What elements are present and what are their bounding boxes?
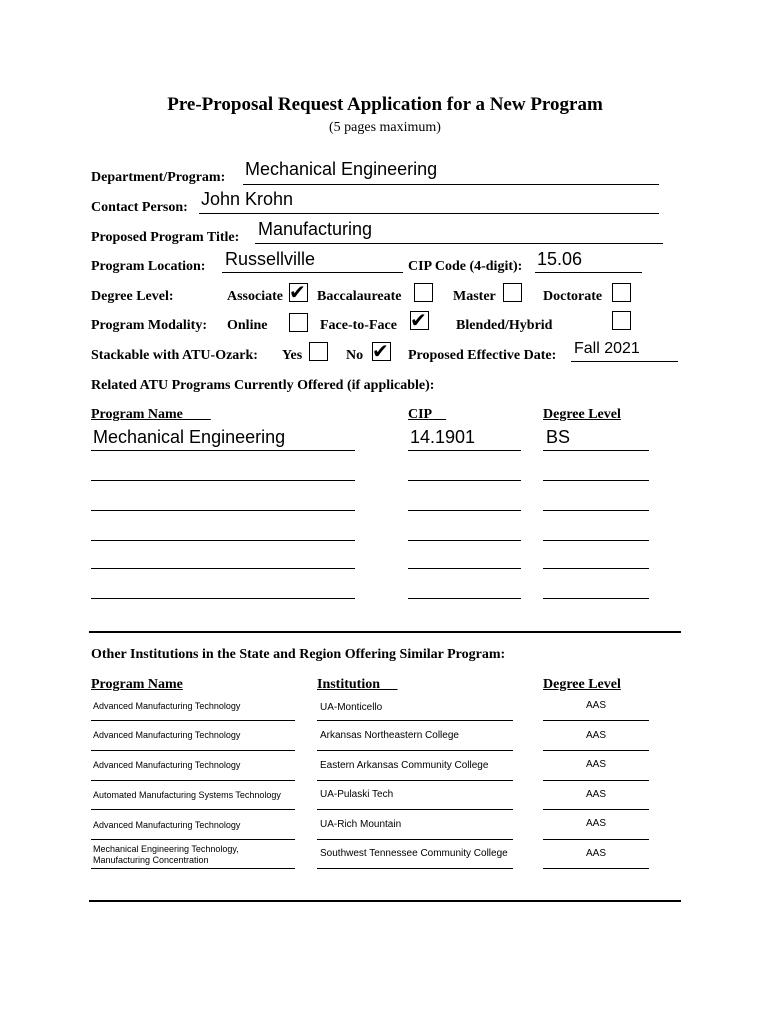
- other-program-line: [91, 750, 295, 751]
- face-to-face-label: Face-to-Face: [320, 318, 397, 333]
- other-institution-line: [317, 750, 513, 751]
- other-row-institution[interactable]: Eastern Arkansas Community College: [320, 760, 489, 771]
- related-program-line: [91, 450, 355, 451]
- related-cip-line: [408, 450, 521, 451]
- page-subtitle: (5 pages maximum): [329, 120, 441, 135]
- department-input[interactable]: Mechanical Engineering: [245, 159, 438, 179]
- contact-input[interactable]: John Krohn: [201, 189, 294, 209]
- other-program-line: [91, 809, 295, 810]
- modality-label: Program Modality:: [91, 318, 207, 333]
- contact-label: Contact Person:: [91, 200, 188, 215]
- related-row1-program[interactable]: Mechanical Engineering: [93, 427, 286, 447]
- location-input[interactable]: Russellville: [225, 249, 316, 269]
- related-program-line[interactable]: [91, 568, 355, 569]
- other-row-degree[interactable]: AAS: [585, 730, 606, 741]
- other-row-program[interactable]: Advanced Manufacturing Technology: [93, 730, 241, 740]
- related-cip-line[interactable]: [408, 568, 521, 569]
- other-header-institution-text: Institution: [317, 677, 381, 692]
- program-title-line: [255, 243, 663, 244]
- program-title-label: Proposed Program Title:: [91, 230, 240, 245]
- other-institution-line: [317, 720, 513, 721]
- related-header-degree: [543, 407, 621, 423]
- online-checkbox[interactable]: [289, 313, 308, 332]
- other-row-program[interactable]: Advanced Manufacturing Technology: [93, 701, 241, 711]
- blended-label: Blended/Hybrid: [456, 318, 553, 333]
- department-label: Department/Program:: [91, 170, 226, 185]
- other-row-program[interactable]: Automated Manufacturing Systems Technology: [93, 790, 281, 800]
- other-row-program-line2[interactable]: Manufacturing Concentration: [93, 855, 209, 865]
- related-header-degree-text: Degree Level: [543, 407, 621, 422]
- other-row-degree[interactable]: AAS: [585, 700, 606, 711]
- effective-date-label: Proposed Effective Date:: [408, 348, 557, 363]
- related-header-program-text: Program Name: [91, 407, 183, 422]
- other-row-institution[interactable]: UA-Rich Mountain: [320, 819, 402, 830]
- related-program-line[interactable]: [91, 540, 355, 541]
- other-header-institution: [317, 677, 398, 693]
- doctorate-label: Doctorate: [543, 289, 603, 304]
- other-row-institution[interactable]: UA-Monticello: [320, 702, 383, 713]
- other-degree-line: [543, 750, 649, 751]
- other-row-degree[interactable]: AAS: [585, 848, 606, 859]
- stackable-yes-checkbox[interactable]: [309, 342, 328, 361]
- associate-checkmark-icon: ✔: [289, 280, 306, 304]
- bottom-divider: [89, 900, 681, 902]
- related-degree-line[interactable]: [543, 510, 649, 511]
- related-heading: Related ATU Programs Currently Offered (if applicable):: [91, 378, 435, 393]
- other-row-institution[interactable]: Arkansas Northeastern College: [320, 730, 459, 741]
- department-line: [243, 184, 659, 185]
- other-row-institution[interactable]: Southwest Tennessee Community College: [320, 848, 508, 859]
- related-degree-line: [543, 450, 649, 451]
- other-row-degree[interactable]: AAS: [585, 759, 606, 770]
- other-heading: Other Institutions in the State and Region Offering Similar Program:: [91, 647, 506, 662]
- other-header-degree-text: Degree Level: [543, 677, 621, 692]
- other-row-institution[interactable]: UA-Pulaski Tech: [320, 789, 394, 800]
- other-program-line: [91, 868, 295, 869]
- other-institution-line: [317, 839, 513, 840]
- cip-input[interactable]: 15.06: [537, 249, 583, 269]
- other-header-program: [91, 677, 183, 693]
- other-row-program-line1[interactable]: Mechanical Engineering Technology,: [93, 844, 239, 854]
- other-row-degree[interactable]: AAS: [585, 818, 606, 829]
- program-title-input[interactable]: Manufacturing: [258, 219, 373, 239]
- related-degree-line[interactable]: [543, 480, 649, 481]
- related-row1-degree[interactable]: BS: [546, 427, 571, 447]
- location-line: [222, 272, 403, 273]
- other-header-degree: [543, 677, 621, 693]
- associate-label: Associate: [227, 289, 283, 304]
- other-degree-line: [543, 720, 649, 721]
- other-degree-line: [543, 839, 649, 840]
- other-degree-line: [543, 809, 649, 810]
- section-divider: [89, 631, 681, 633]
- related-header-program: [91, 407, 211, 423]
- related-cip-line[interactable]: [408, 540, 521, 541]
- other-program-line: [91, 839, 295, 840]
- other-degree-line: [543, 868, 649, 869]
- doctorate-checkbox[interactable]: [612, 283, 631, 302]
- related-header-cip: [408, 407, 446, 423]
- stackable-label: Stackable with ATU-Ozark:: [91, 348, 258, 363]
- blended-checkbox[interactable]: [612, 311, 631, 330]
- master-label: Master: [453, 289, 496, 304]
- other-row-program[interactable]: Advanced Manufacturing Technology: [93, 760, 241, 770]
- contact-line: [199, 213, 659, 214]
- other-row-program[interactable]: Advanced Manufacturing Technology: [93, 820, 241, 830]
- related-program-line[interactable]: [91, 598, 355, 599]
- degree-level-label: Degree Level:: [91, 289, 174, 304]
- related-degree-line[interactable]: [543, 568, 649, 569]
- related-degree-line[interactable]: [543, 598, 649, 599]
- other-header-program-text: Program Name: [91, 677, 183, 692]
- stackable-no-checkmark-icon: ✔: [372, 339, 389, 363]
- related-cip-line[interactable]: [408, 480, 521, 481]
- other-institution-line: [317, 809, 513, 810]
- online-label: Online: [227, 318, 268, 333]
- stackable-no-label: No: [346, 348, 364, 363]
- other-program-line: [91, 720, 295, 721]
- cip-line: [535, 272, 642, 273]
- related-header-cip-text: CIP: [408, 407, 433, 422]
- other-program-line: [91, 780, 295, 781]
- other-institution-line: [317, 868, 513, 869]
- related-program-line[interactable]: [91, 480, 355, 481]
- related-cip-line[interactable]: [408, 510, 521, 511]
- effective-date-input[interactable]: Fall 2021: [574, 340, 640, 357]
- other-row-degree[interactable]: AAS: [585, 789, 606, 800]
- baccalaureate-label: Baccalaureate: [317, 289, 402, 304]
- face-to-face-checkmark-icon: ✔: [410, 308, 427, 332]
- location-label: Program Location:: [91, 259, 206, 274]
- related-row1-cip[interactable]: 14.1901: [410, 427, 476, 447]
- other-degree-line: [543, 780, 649, 781]
- stackable-yes-label: Yes: [282, 348, 303, 363]
- related-program-line[interactable]: [91, 510, 355, 511]
- other-institution-line: [317, 780, 513, 781]
- baccalaureate-checkbox[interactable]: [414, 283, 433, 302]
- master-checkbox[interactable]: [503, 283, 522, 302]
- related-cip-line[interactable]: [408, 598, 521, 599]
- page-title: Pre-Proposal Request Application for a New Program: [167, 94, 603, 115]
- cip-label: CIP Code (4-digit):: [408, 259, 523, 274]
- related-degree-line[interactable]: [543, 540, 649, 541]
- effective-date-line: [571, 361, 678, 362]
